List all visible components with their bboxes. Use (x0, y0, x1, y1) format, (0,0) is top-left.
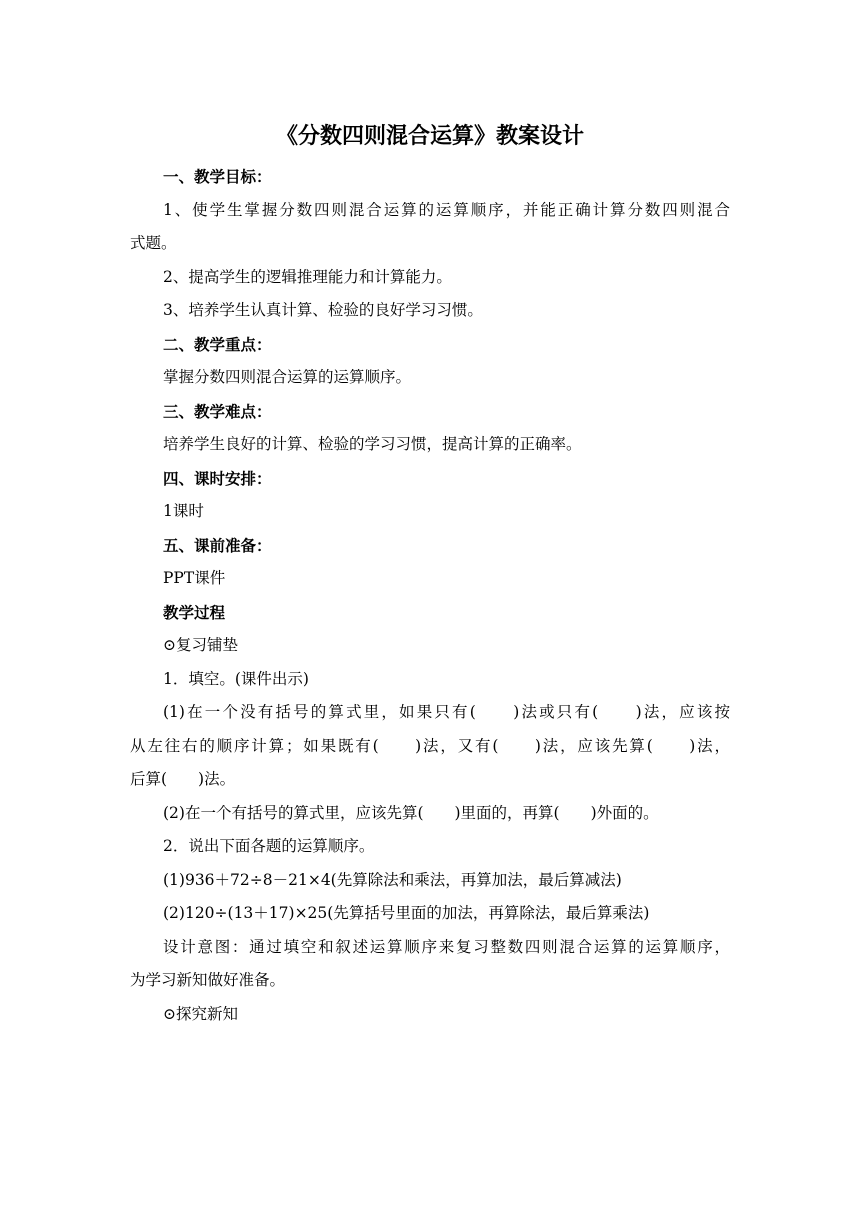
paragraph-line: 式题。 (130, 234, 177, 252)
paragraph-line: PPT课件 (163, 569, 226, 587)
document-body (130, 160, 730, 1031)
paragraph-line: 1、使学生掌握分数四则混合运算的运算顺序，并能正确计算分数四则混合 (163, 200, 730, 219)
page-title: 《分数四则混合运算》教案设计 (275, 123, 584, 149)
paragraph-line: (2)在一个有括号的算式里，应该先算( )里面的，再算( )外面的。 (163, 803, 659, 822)
paragraph-line: 1课时 (163, 502, 204, 520)
paragraph-line: 1．填空。(课件出示) (163, 669, 309, 688)
section-heading: 四、课时安排： (163, 468, 272, 488)
paragraph-line: 后算( )法。 (130, 770, 236, 788)
section-heading: 三、教学难点： (163, 401, 272, 421)
paragraph-line: ⊙探究新知 (163, 1004, 238, 1023)
paragraph-line: 2、提高学生的逻辑推理能力和计算能力。 (163, 267, 452, 286)
section-heading: 一、教学目标： (163, 167, 272, 186)
paragraph-line: ⊙复习铺垫 (163, 636, 238, 654)
section-heading: 二、教学重点： (163, 334, 272, 354)
paragraph-line: 培养学生良好的计算、检验的学习习惯，提高计算的正确率。 (163, 435, 582, 453)
section-heading: 教学过程 (163, 602, 226, 622)
paragraph-line: 从左往右的顺序计算；如果既有( )法，又有( )法，应该先算( )法， (130, 736, 730, 755)
paragraph-line: (1)936＋72÷8－21×4(先算除法和乘法，再算加法，最后算减法) (163, 870, 622, 889)
paragraph-line: 掌握分数四则混合运算的运算顺序。 (163, 368, 412, 386)
paragraph-line: 2．说出下面各题的运算顺序。 (163, 837, 375, 855)
paragraph-line: 设计意图：通过填空和叙述运算顺序来复习整数四则混合运算的运算顺序， (163, 937, 730, 956)
paragraph-line: 为学习新知做好准备。 (130, 971, 286, 989)
paragraph-line: (2)120÷(13＋17)×25(先算括号里面的加法，再算除法，最后算乘法) (163, 904, 650, 922)
paragraph-line: 3、培养学生认真计算、检验的良好学习习惯。 (163, 301, 483, 319)
paragraph-line: (1)在一个没有括号的算式里，如果只有( )法或只有( )法，应该按 (163, 703, 730, 721)
section-heading: 五、课前准备： (163, 535, 272, 555)
